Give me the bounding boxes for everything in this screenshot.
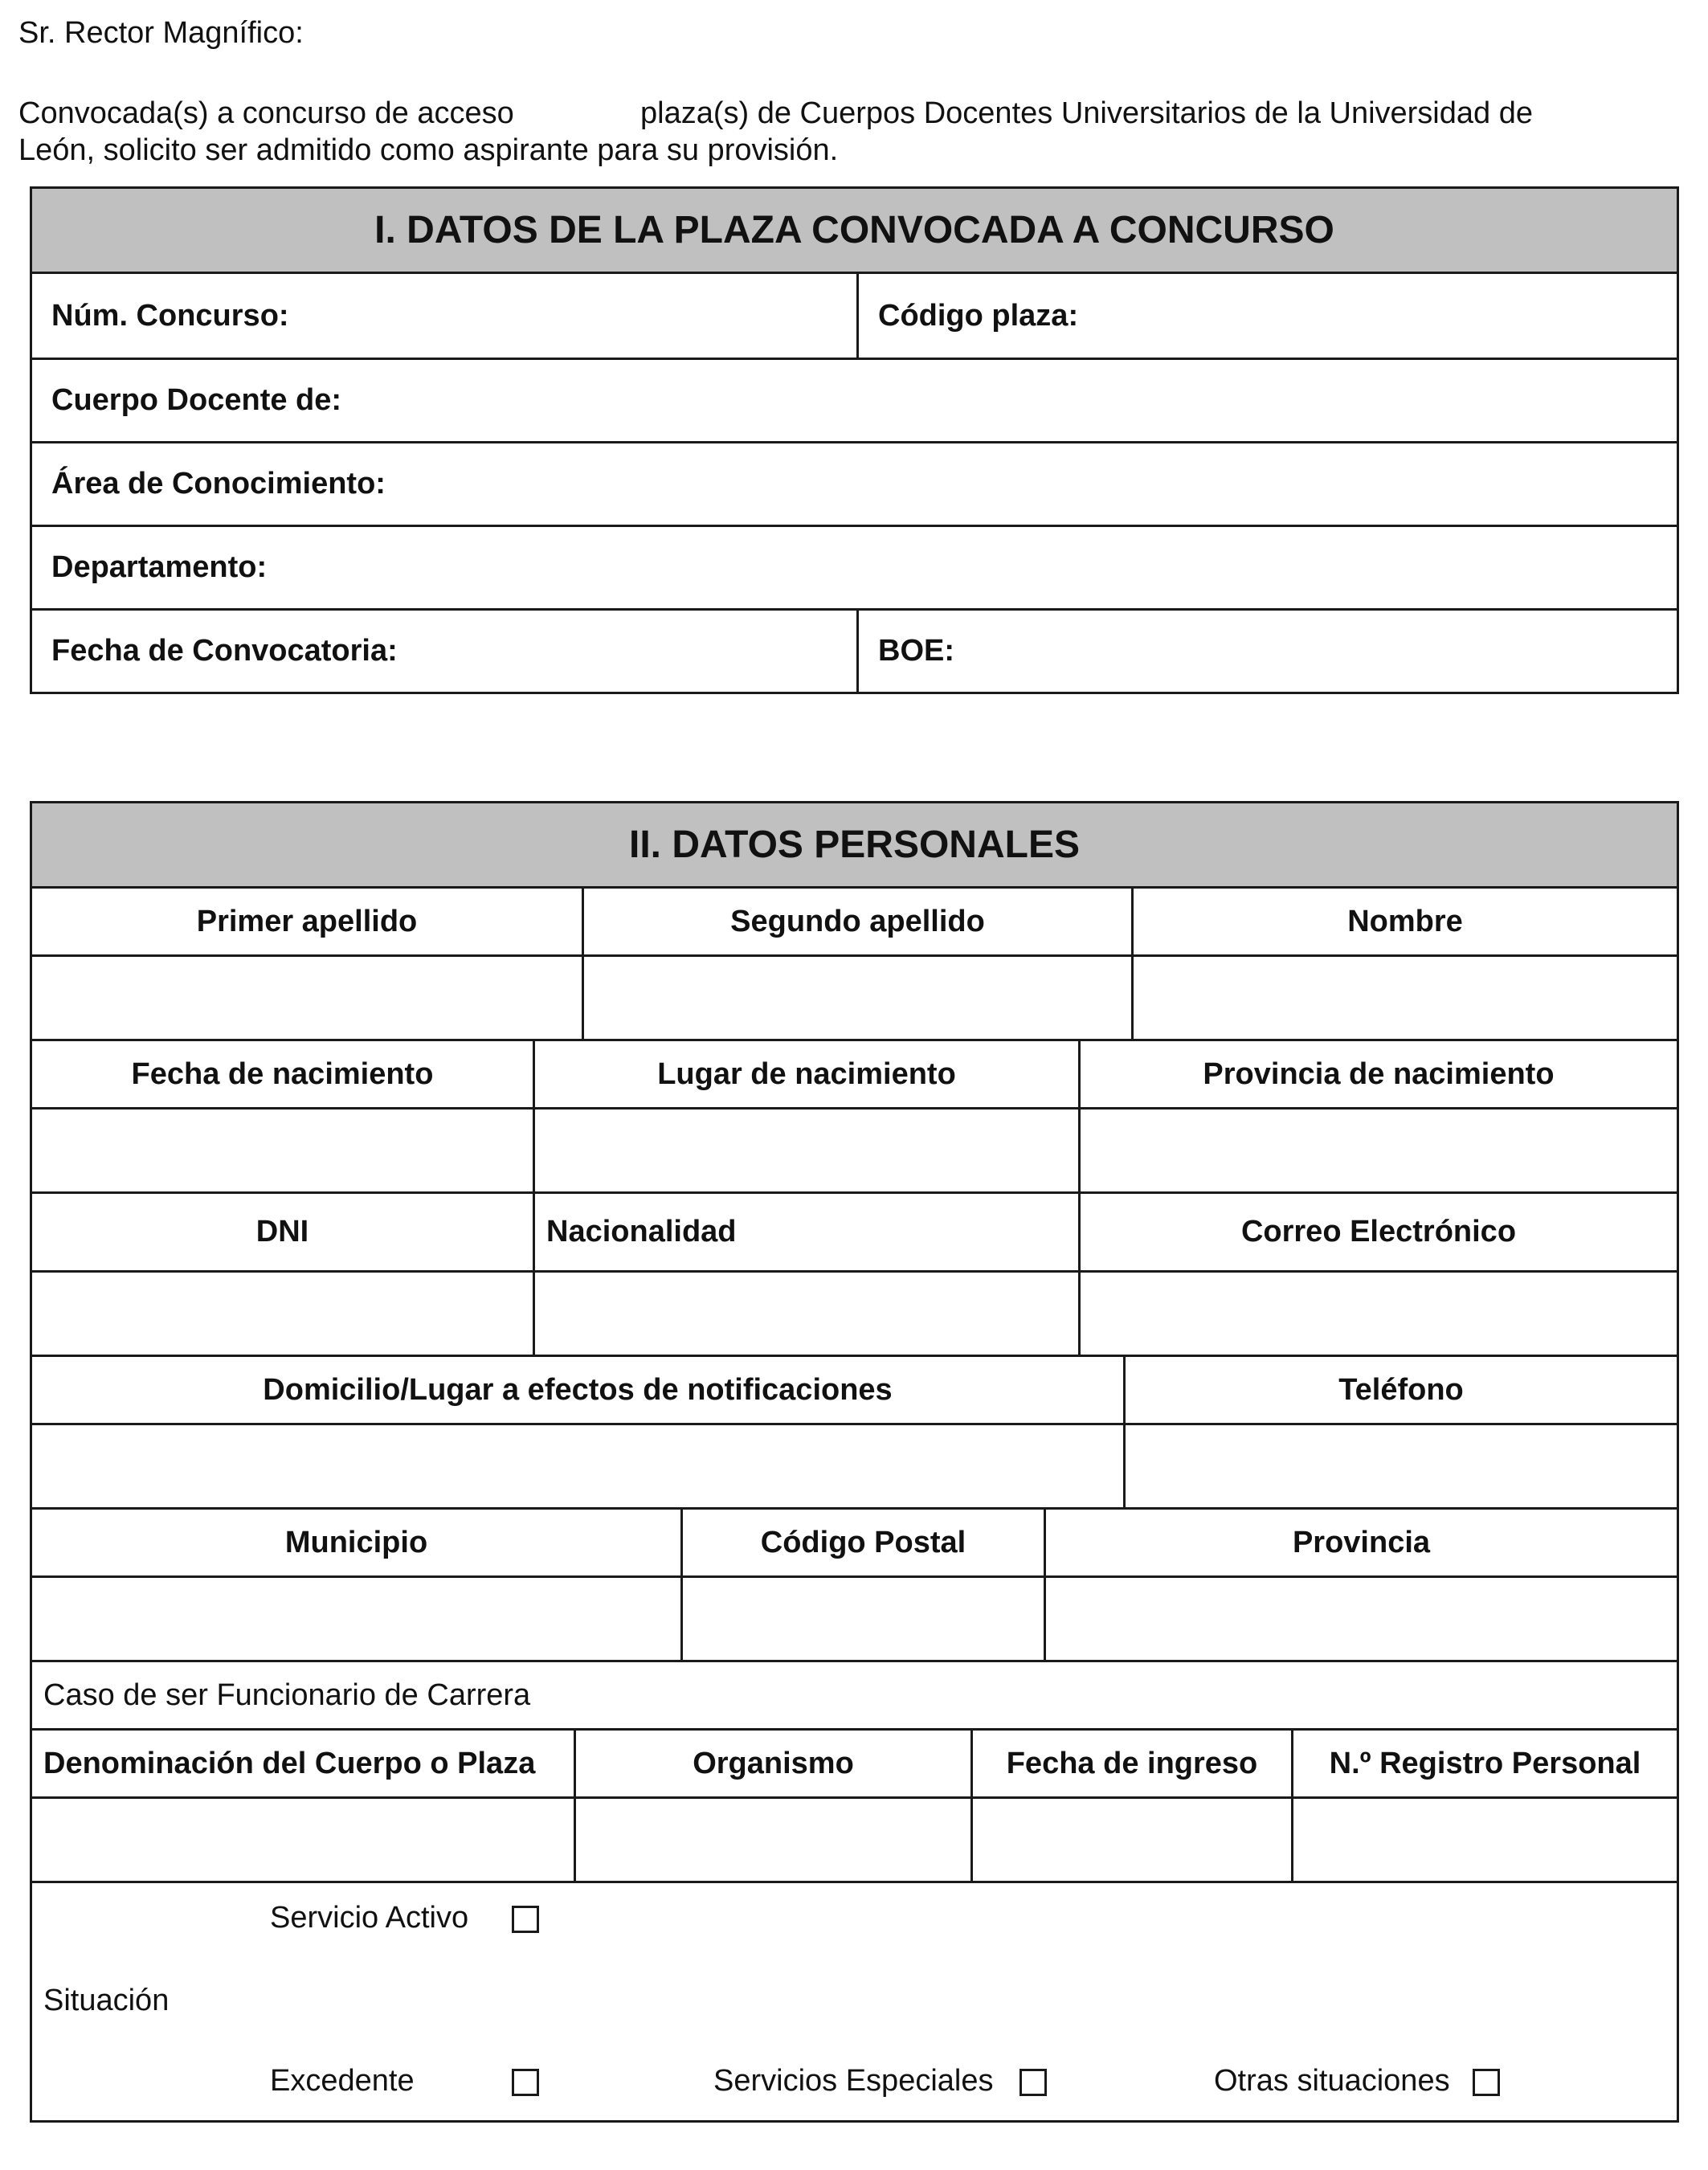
telefono-header: Teléfono [1123,1357,1677,1423]
codigo-postal-header: Código Postal [680,1510,1044,1575]
intro-text-part2: plaza(s) de Cuerpos Docentes Universitarios de la Universidad de [640,96,1533,130]
departamento-field[interactable] [32,527,1677,608]
registro-personal-input[interactable] [1291,1799,1677,1881]
area-conocimiento-field[interactable] [32,443,1677,525]
intro-text-line2: León, solicito ser admitido como aspirante para su provisión. [18,133,839,167]
municipio-input[interactable] [32,1578,680,1660]
nacionalidad-input[interactable] [533,1273,1078,1355]
nombre-header: Nombre [1131,889,1677,954]
primer-apellido-input[interactable] [32,957,582,1039]
domicilio-input[interactable] [32,1425,1123,1507]
nacionalidad-header: Nacionalidad [533,1194,1078,1270]
departamento-label: Departamento: [51,550,268,584]
primer-apellido-header: Primer apellido [196,904,418,938]
servicios-especiales-label: Servicios Especiales [713,2064,994,2098]
area-conocimiento-label: Área de Conocimiento: [51,467,386,501]
fecha-ingreso-input[interactable] [970,1799,1291,1881]
provincia-nacimiento-input[interactable] [1078,1110,1677,1191]
segundo-apellido-header: Segundo apellido [582,889,1131,954]
denominacion-input[interactable] [32,1799,574,1881]
otras-situaciones-label: Otras situaciones [1214,2064,1450,2098]
dni-input[interactable] [32,1273,533,1355]
correo-input[interactable] [1078,1273,1677,1355]
cuerpo-docente-label: Cuerpo Docente de: [51,383,342,417]
section2-title: II. DATOS PERSONALES [32,803,1677,886]
servicio-activo-checkbox[interactable] [512,1906,539,1933]
salutation: Sr. Rector Magnífico: [18,16,304,50]
provincia-nacimiento-header: Provincia de nacimiento [1078,1041,1677,1107]
segundo-apellido-input[interactable] [582,957,1131,1039]
section1-table [30,186,1679,694]
fecha-convocatoria-label: Fecha de Convocatoria: [51,634,398,668]
section1-title: I. DATOS DE LA PLAZA CONVOCADA A CONCURSO [32,189,1677,272]
codigo-plaza-field[interactable] [856,274,1677,358]
denominacion-header: Denominación del Cuerpo o Plaza [43,1746,536,1780]
num-concurso-label: Núm. Concurso: [51,298,289,333]
section2-table [30,801,1679,2123]
caso-funcionario-label: Caso de ser Funcionario de Carrera [43,1678,531,1712]
situacion-label: Situación [43,1984,170,2017]
lugar-nacimiento-input[interactable] [533,1110,1078,1191]
dni-header: DNI [255,1215,309,1248]
provincia-header: Provincia [1044,1510,1677,1575]
excedente-label: Excedente [270,2064,415,2098]
servicios-especiales-checkbox[interactable] [1019,2069,1047,2096]
provincia-input[interactable] [1044,1578,1677,1660]
intro-text-part1: Convocada(s) a concurso de acceso [18,96,514,130]
num-concurso-field[interactable] [32,274,856,358]
domicilio-header: Domicilio/Lugar a efectos de notificaciones [263,1372,893,1407]
telefono-input[interactable] [1123,1425,1677,1507]
organismo-input[interactable] [574,1799,970,1881]
boe-field[interactable] [856,611,1677,692]
otras-situaciones-checkbox[interactable] [1473,2069,1500,2096]
fecha-ingreso-header: Fecha de ingreso [970,1731,1291,1796]
excedente-checkbox[interactable] [512,2069,539,2096]
situacion-section [32,1881,1677,2120]
correo-header: Correo Electrónico [1078,1194,1677,1270]
cuerpo-docente-field[interactable] [32,360,1677,441]
fecha-nacimiento-input[interactable] [32,1110,533,1191]
fecha-convocatoria-field[interactable] [32,611,856,692]
codigo-plaza-label: Código plaza: [878,298,1079,333]
organismo-header: Organismo [574,1731,970,1796]
nombre-input[interactable] [1131,957,1677,1039]
registro-personal-header: N.º Registro Personal [1291,1731,1677,1796]
fecha-nacimiento-header: Fecha de nacimiento [131,1056,434,1091]
servicio-activo-label: Servicio Activo [270,1901,469,1935]
lugar-nacimiento-header: Lugar de nacimiento [533,1041,1078,1107]
boe-label: BOE: [878,634,954,668]
municipio-header: Municipio [284,1525,428,1559]
codigo-postal-input[interactable] [680,1578,1044,1660]
